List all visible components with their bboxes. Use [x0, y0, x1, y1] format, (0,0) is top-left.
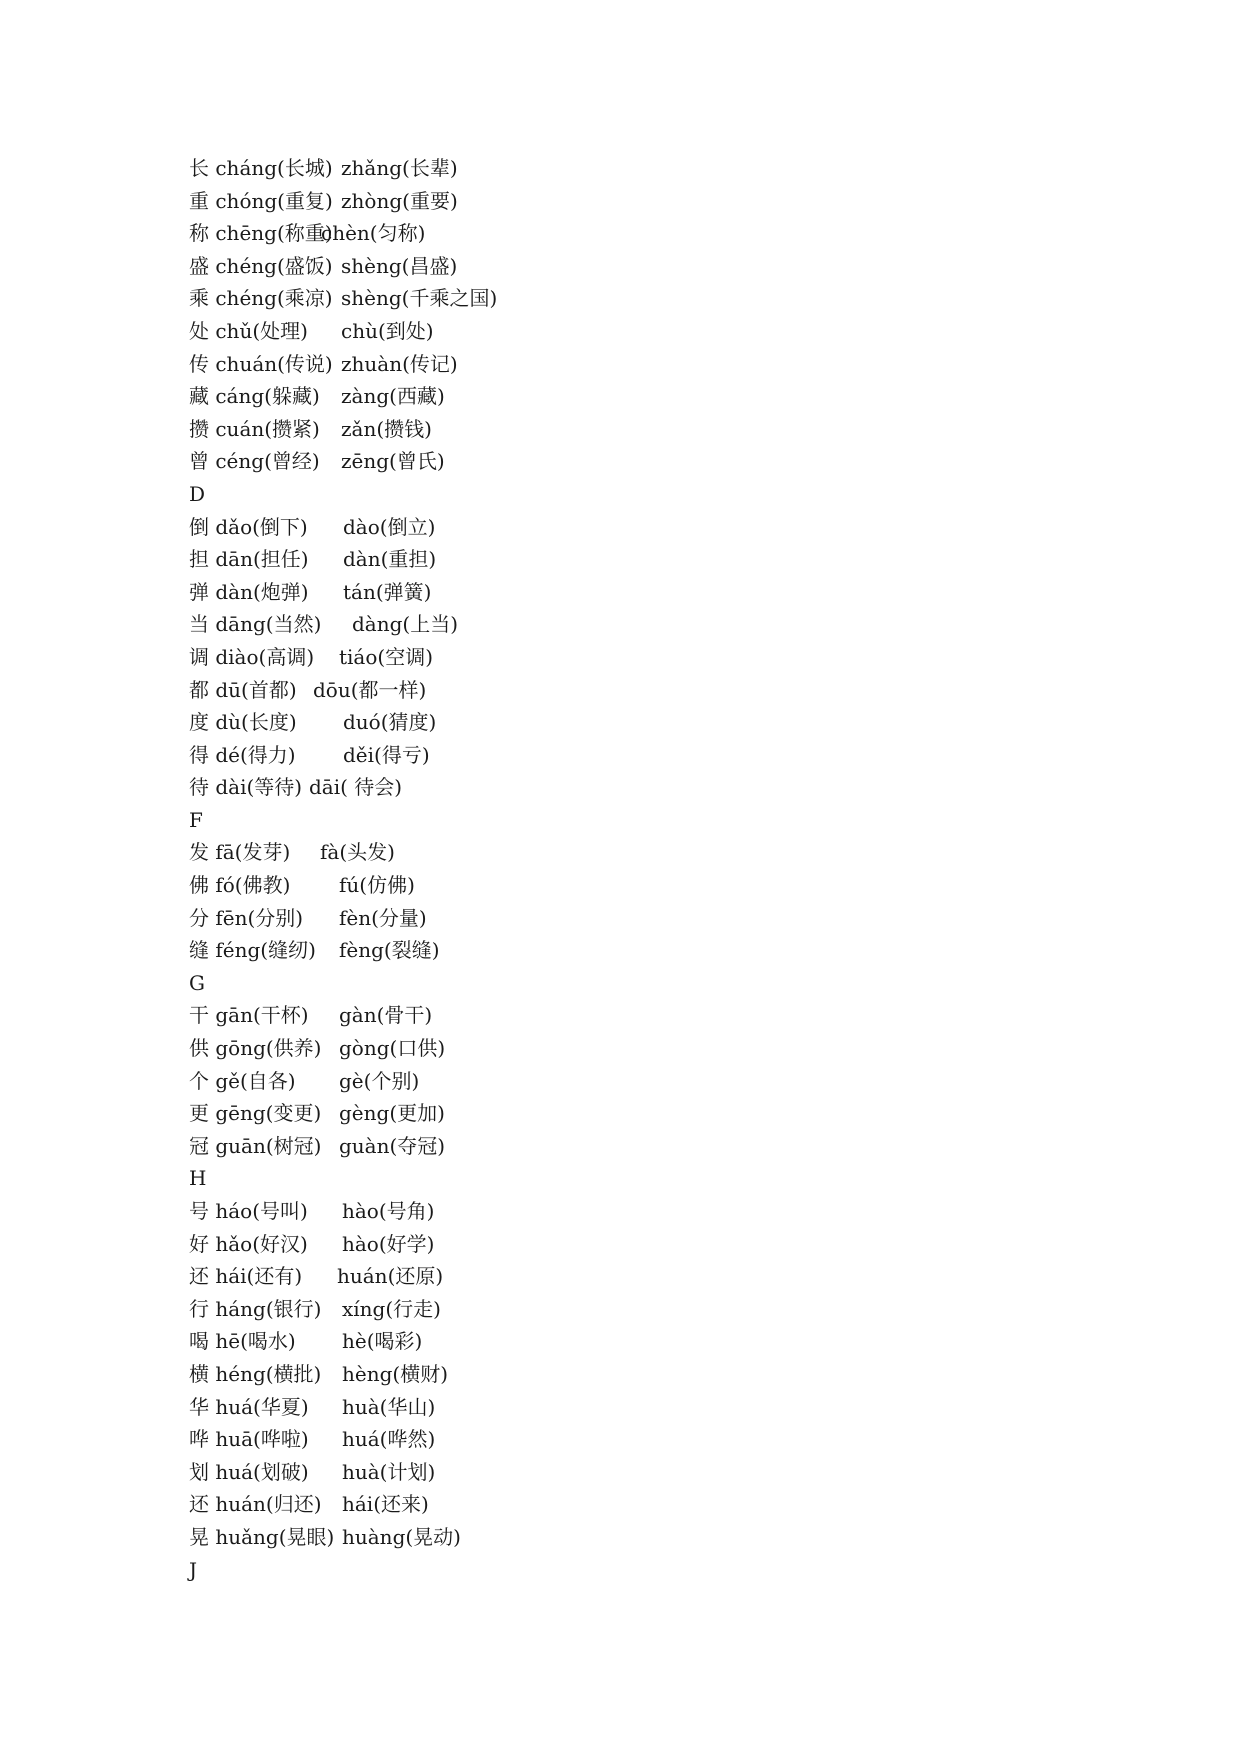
entry-row	[189, 771, 889, 804]
entry-primary: 更 gēng(变更)	[189, 1101, 322, 1126]
entry-primary: 号 háo(号叫)	[189, 1199, 308, 1223]
entry-alternate: dāi( 待会)	[309, 775, 403, 800]
entry-alternate: chù(到处)	[341, 318, 434, 343]
entry-row	[189, 576, 889, 609]
entry-primary: 还 hái(还有)	[189, 1264, 303, 1289]
entry-row	[189, 869, 889, 902]
entry-row	[189, 1195, 889, 1228]
entry-alternate: hào(号角)	[342, 1199, 435, 1223]
entry-alternate: gèng(更加)	[339, 1101, 445, 1126]
entry-row	[189, 1130, 889, 1163]
entry-row	[189, 511, 889, 544]
entry-primary: 横 héng(横批)	[189, 1361, 322, 1386]
section-letter-row	[189, 1554, 889, 1587]
entry-row	[189, 445, 889, 478]
entry-primary: 喝 hē(喝水)	[189, 1329, 296, 1354]
entry-row	[189, 1260, 889, 1293]
entry-row	[189, 836, 889, 869]
entry-primary: 晃 huǎng(晃眼)	[189, 1524, 335, 1549]
entry-alternate: děi(得亏)	[343, 742, 430, 767]
entry-row	[189, 1358, 889, 1391]
entry-alternate: huà(华山)	[342, 1394, 436, 1419]
entry-alternate: gàn(骨干)	[339, 1003, 433, 1028]
entry-row	[189, 999, 889, 1032]
entry-row	[189, 934, 889, 967]
entry-alternate: zhǎng(长辈)	[341, 156, 458, 180]
entry-row	[189, 282, 889, 315]
entry-row	[189, 315, 889, 348]
entry-row	[189, 1097, 889, 1130]
section-letter: H	[189, 1166, 207, 1191]
entry-primary: 弹 dàn(炮弹)	[189, 579, 309, 604]
entry-alternate: fà(头发)	[320, 840, 395, 865]
entry-primary: 哗 huā(哗啦)	[189, 1427, 309, 1452]
entry-alternate: tán(弹簧)	[343, 579, 432, 604]
entry-alternate: hái(还来)	[342, 1492, 429, 1517]
entry-primary: 长 cháng(长城)	[189, 156, 333, 180]
entry-primary: 度 dù(长度)	[189, 710, 297, 735]
entry-primary: 处 chǔ(处理)	[189, 318, 308, 343]
entry-row	[189, 1391, 889, 1424]
entry-alternate: zhuàn(传记)	[341, 351, 458, 376]
entry-row	[189, 250, 889, 283]
entry-row	[189, 1521, 889, 1554]
entry-row	[189, 902, 889, 935]
entry-alternate: fú(仿佛)	[339, 873, 415, 898]
section-letter: G	[189, 970, 205, 995]
entry-row	[189, 1456, 889, 1489]
entry-alternate: dàng(上当)	[352, 612, 459, 637]
entry-row	[189, 217, 889, 250]
entry-alternate: huàng(晃动)	[342, 1524, 461, 1549]
entry-alternate: huán(还原)	[337, 1264, 444, 1289]
entry-alternate: tiáo(空调)	[339, 644, 434, 669]
entry-row	[189, 413, 889, 446]
entry-row	[189, 608, 889, 641]
entry-alternate: zǎn(攒钱)	[341, 416, 432, 441]
entry-primary: 攒 cuán(攒紧)	[189, 416, 320, 441]
entry-primary: 乘 chéng(乘凉)	[189, 286, 333, 311]
section-letter: F	[189, 807, 203, 832]
entry-primary: 华 huá(华夏)	[189, 1394, 309, 1419]
entry-row	[189, 1293, 889, 1326]
entry-alternate: shèng(千乘之国)	[341, 286, 498, 311]
entry-row	[189, 1423, 889, 1456]
entry-alternate: guàn(夺冠)	[339, 1133, 446, 1158]
entry-primary: 待 dài(等待)	[189, 775, 303, 800]
entry-primary: 还 huán(归还)	[189, 1492, 322, 1517]
entry-alternate: xíng(行走)	[342, 1296, 441, 1321]
entry-primary: 曾 céng(曾经)	[189, 449, 320, 474]
entry-row	[189, 674, 889, 707]
entry-primary: 个 gě(自各)	[189, 1068, 296, 1093]
entry-alternate: fèn(分量)	[339, 905, 427, 930]
document-body	[189, 152, 889, 1586]
entry-alternate: gè(个别)	[339, 1068, 420, 1093]
entry-primary: 分 fēn(分别)	[189, 905, 304, 930]
entry-alternate: dàn(重担)	[343, 547, 437, 572]
entry-alternate: huá(哗然)	[342, 1427, 436, 1452]
entry-alternate: shèng(昌盛)	[341, 253, 458, 278]
entry-alternate: dōu(都一样)	[313, 677, 427, 702]
entry-row	[189, 1325, 889, 1358]
entry-primary: 倒 dǎo(倒下)	[189, 514, 308, 539]
entry-primary: 都 dū(首都)	[189, 677, 297, 702]
entry-primary: 重 chóng(重复)	[189, 188, 333, 213]
entry-row	[189, 641, 889, 674]
entry-alternate: hè(喝彩)	[342, 1329, 423, 1354]
entry-row	[189, 1228, 889, 1261]
entry-alternate: duó(猜度)	[343, 710, 437, 735]
entry-primary: 行 háng(银行)	[189, 1296, 322, 1321]
entry-alternate: gòng(口供)	[339, 1036, 446, 1061]
entry-primary: 藏 cáng(躲藏)	[189, 384, 320, 409]
entry-alternate: zēng(曾氏)	[341, 449, 445, 474]
entry-primary: 发 fā(发芽)	[189, 840, 291, 865]
entry-row	[189, 380, 889, 413]
entry-primary: 好 hǎo(好汉)	[189, 1231, 308, 1256]
entry-alternate: zàng(西藏)	[341, 384, 445, 409]
entry-alternate: dào(倒立)	[343, 514, 436, 539]
entry-alternate: chèn(匀称)	[321, 221, 426, 246]
section-letter: J	[189, 1557, 198, 1582]
entry-row	[189, 152, 889, 185]
entry-row	[189, 706, 889, 739]
entry-primary: 当 dāng(当然)	[189, 612, 322, 637]
entry-row	[189, 1488, 889, 1521]
entry-row	[189, 1032, 889, 1065]
entry-primary: 划 huá(划破)	[189, 1459, 309, 1484]
entry-row	[189, 739, 889, 772]
entry-alternate: fèng(裂缝)	[339, 938, 440, 963]
entry-alternate: hào(好学)	[342, 1231, 435, 1256]
entry-primary: 称 chēng(称重)	[189, 221, 333, 246]
section-letter-row	[189, 1162, 889, 1195]
section-letter-row	[189, 967, 889, 1000]
entry-primary: 供 gōng(供养)	[189, 1036, 322, 1061]
section-letter: D	[189, 481, 206, 506]
entry-primary: 担 dān(担任)	[189, 547, 309, 572]
entry-primary: 调 diào(高调)	[189, 644, 315, 669]
entry-primary: 缝 féng(缝纫)	[189, 938, 316, 963]
entry-alternate: zhòng(重要)	[341, 188, 458, 213]
entry-primary: 得 dé(得力)	[189, 742, 296, 767]
section-letter-row	[189, 804, 889, 837]
entry-primary: 佛 fó(佛教)	[189, 873, 291, 898]
section-letter-row	[189, 478, 889, 511]
entry-primary: 冠 guān(树冠)	[189, 1133, 322, 1158]
entry-row	[189, 185, 889, 218]
entry-primary: 传 chuán(传说)	[189, 351, 333, 376]
entry-row	[189, 1065, 889, 1098]
entry-row	[189, 348, 889, 381]
entry-alternate: huà(计划)	[342, 1459, 436, 1484]
entry-primary: 干 gān(干杯)	[189, 1003, 309, 1028]
entry-primary: 盛 chéng(盛饭)	[189, 253, 333, 278]
entry-row	[189, 543, 889, 576]
entry-alternate: hèng(横财)	[342, 1361, 449, 1386]
